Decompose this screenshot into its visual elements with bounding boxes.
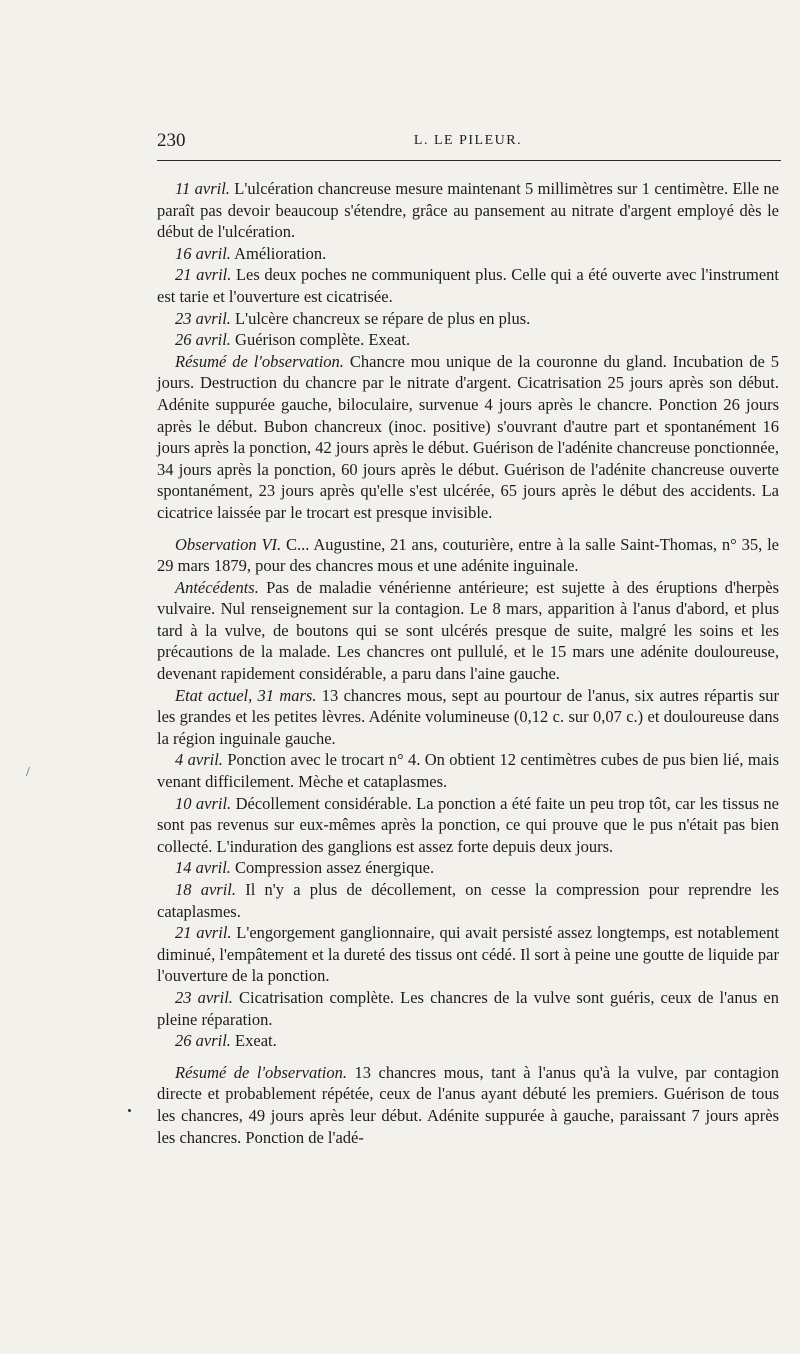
paragraph-text: L'engorgement ganglionnaire, qui avait persisté assez longtemps, est notablement diminué, l'empâtement et la dureté des tissus ont cédé. Il sort à peine une goutte de liquide par l'ouverture de la ponction. — [157, 923, 779, 986]
paragraph-text: L'ulcère chancreux se répare de plus en plus. — [230, 308, 531, 328]
paragraph — [157, 922, 779, 987]
paragraph-lead: 23 avril. — [175, 308, 231, 328]
paragraph-lead: Résumé de l'observation. — [175, 1062, 348, 1082]
paragraph — [157, 329, 779, 351]
paragraph-lead: 21 avril. — [175, 265, 232, 285]
paragraph-lead: 10 avril. — [175, 793, 232, 813]
paragraph — [157, 264, 779, 307]
paragraph-text: Il n'y a plus de décollement, on cesse la compression pour reprendre les cataplasmes. — [157, 880, 779, 921]
paragraph — [157, 987, 779, 1030]
margin-dot — [128, 1109, 131, 1112]
margin-mark: / — [26, 765, 30, 780]
page-number: 230 — [157, 130, 186, 151]
paragraph-lead: 11 avril. — [175, 179, 230, 198]
paragraph — [157, 577, 779, 685]
paragraph-lead: Résumé de l'observation. — [175, 351, 344, 371]
paragraph-lead: 26 avril. — [175, 1031, 231, 1051]
paragraph-text: Amélioration. — [230, 243, 327, 263]
header-rule — [157, 160, 781, 161]
paragraph — [157, 243, 779, 265]
paragraph-text: C... Augustine, 21 ans, couturière, entre à la salle Saint-Thomas, n° 35, le 29 mars 1879, pour des chancres mous et une adénite inguinale. — [157, 534, 779, 576]
paragraph-text: Ponction avec le trocart n° 4. On obtient 12 centimètres cubes de pus bien lié, mais venant difficilement. Mèche et cataplasmes. — [157, 750, 779, 792]
paragraph-lead: 18 avril. — [175, 880, 237, 899]
body-text — [157, 178, 779, 1148]
paragraph-lead: 14 avril. — [175, 858, 231, 878]
paragraph — [157, 749, 779, 792]
paragraph — [157, 1062, 779, 1148]
running-title: L. LE PILEUR. — [413, 133, 523, 148]
paragraph-lead: Observation VI. — [175, 534, 282, 554]
paragraph — [157, 685, 779, 750]
paragraph-text: Compression assez énergique. — [230, 858, 435, 878]
paragraph — [157, 308, 779, 330]
paragraph — [157, 534, 779, 577]
paragraph-lead: 4 avril. — [175, 750, 223, 770]
paragraph-lead: 23 avril. — [175, 987, 233, 1007]
paragraph-lead: 21 avril. — [175, 923, 232, 943]
paragraph-lead: Etat actuel, 31 mars. — [175, 685, 317, 705]
paragraph-text: 13 chancres mous, tant à l'anus qu'à la vulve, par contagion directe et probablement répétée, ceux de l'anus ayant débuté les premiers. Guérison de tous les chancres, 49 jours après leur début. Adénite suppurée à gauche, paraissant 7 jours après les chancres. Ponction de l'adé- — [157, 1062, 779, 1147]
paragraph — [157, 351, 779, 524]
paragraph-text: Guérison complète. Exeat. — [230, 330, 411, 350]
paragraph-lead: 26 avril. — [175, 330, 231, 350]
paragraph-text: 13 chancres mous, sept au pourtour de l'anus, six autres répartis sur les grandes et les petites lèvres. Adénite volumineuse (0,12 c. sur 0,07 c.) et douloureuse dans la région inguinale gauche. — [157, 685, 779, 748]
paragraph-text: Cicatrisation complète. Les chancres de la vulve sont guéris, ceux de l'anus en pleine réparation. — [157, 987, 779, 1029]
paragraph — [157, 793, 779, 858]
paragraph-text: Exeat. — [230, 1031, 277, 1051]
paragraph-text: Chancre mou unique de la couronne du gland. Incubation de 5 jours. Destruction du chancre par le nitrate d'argent. Cicatrisation 25 jours après son début. Adénite suppurée gauche, biloculaire, survenue 4 jours après le chancre. Ponction 26 jours après le début. Bubon chancreux (inoc. positive) s'ouvrant d'autre part et spontanément 16 jours après la ponction, 42 jours après le début. Guérison de l'adénite chancreuse ponctionnée, 34 jours après la ponction, 60 jours après le début. Guérison de l'adénite chancreuse ouverte spontanément, 23 jours après qu'elle s'est ulcérée, 65 jours après le début des accidents. La cicatrice laissée par le trocart est presque invisible. — [157, 351, 779, 522]
paragraph — [157, 1030, 779, 1052]
paragraph-text: Pas de maladie vénérienne antérieure; est sujette à des éruptions d'herpès vulvaire. Nul renseignement sur la contagion. Le 8 mars, apparition à l'anus d'abord, et plus tard à la vulve, de boutons qui se sont ulcérés presque de suite, malgré les soins et les précautions de la malade. Les chancres ont pullulé, et le 15 mars une adénite douloureuse, devenant rapidement considérable, a paru dans l'aine gauche. — [157, 577, 779, 684]
page-header — [157, 130, 779, 156]
paragraph — [157, 879, 779, 922]
paragraph-text: Les deux poches ne communiquent plus. Celle qui a été ouverte avec l'instrument est tarie et l'ouverture est cicatrisée. — [157, 265, 779, 306]
paragraph-lead: 16 avril. — [175, 243, 231, 263]
paragraph-text: Décollement considérable. La ponction a été faite un peu trop tôt, car les tissus ne sont pas revenus sur eux-mêmes après la ponction, ce qui prouve que le pus n'était pas bien collecté. L'induration des ganglions est assez forte depuis deux jours. — [157, 793, 779, 856]
paragraph — [157, 857, 779, 879]
paragraph-text: L'ulcération chancreuse mesure maintenant 5 millimètres sur 1 centimètre. Elle ne paraît pas devoir beaucoup s'étendre, grâce au pansement au nitrate d'argent employé dès le début de l'ulcération. — [157, 179, 779, 242]
paragraph — [157, 178, 779, 243]
paragraph-lead: Antécédents. — [175, 577, 259, 597]
